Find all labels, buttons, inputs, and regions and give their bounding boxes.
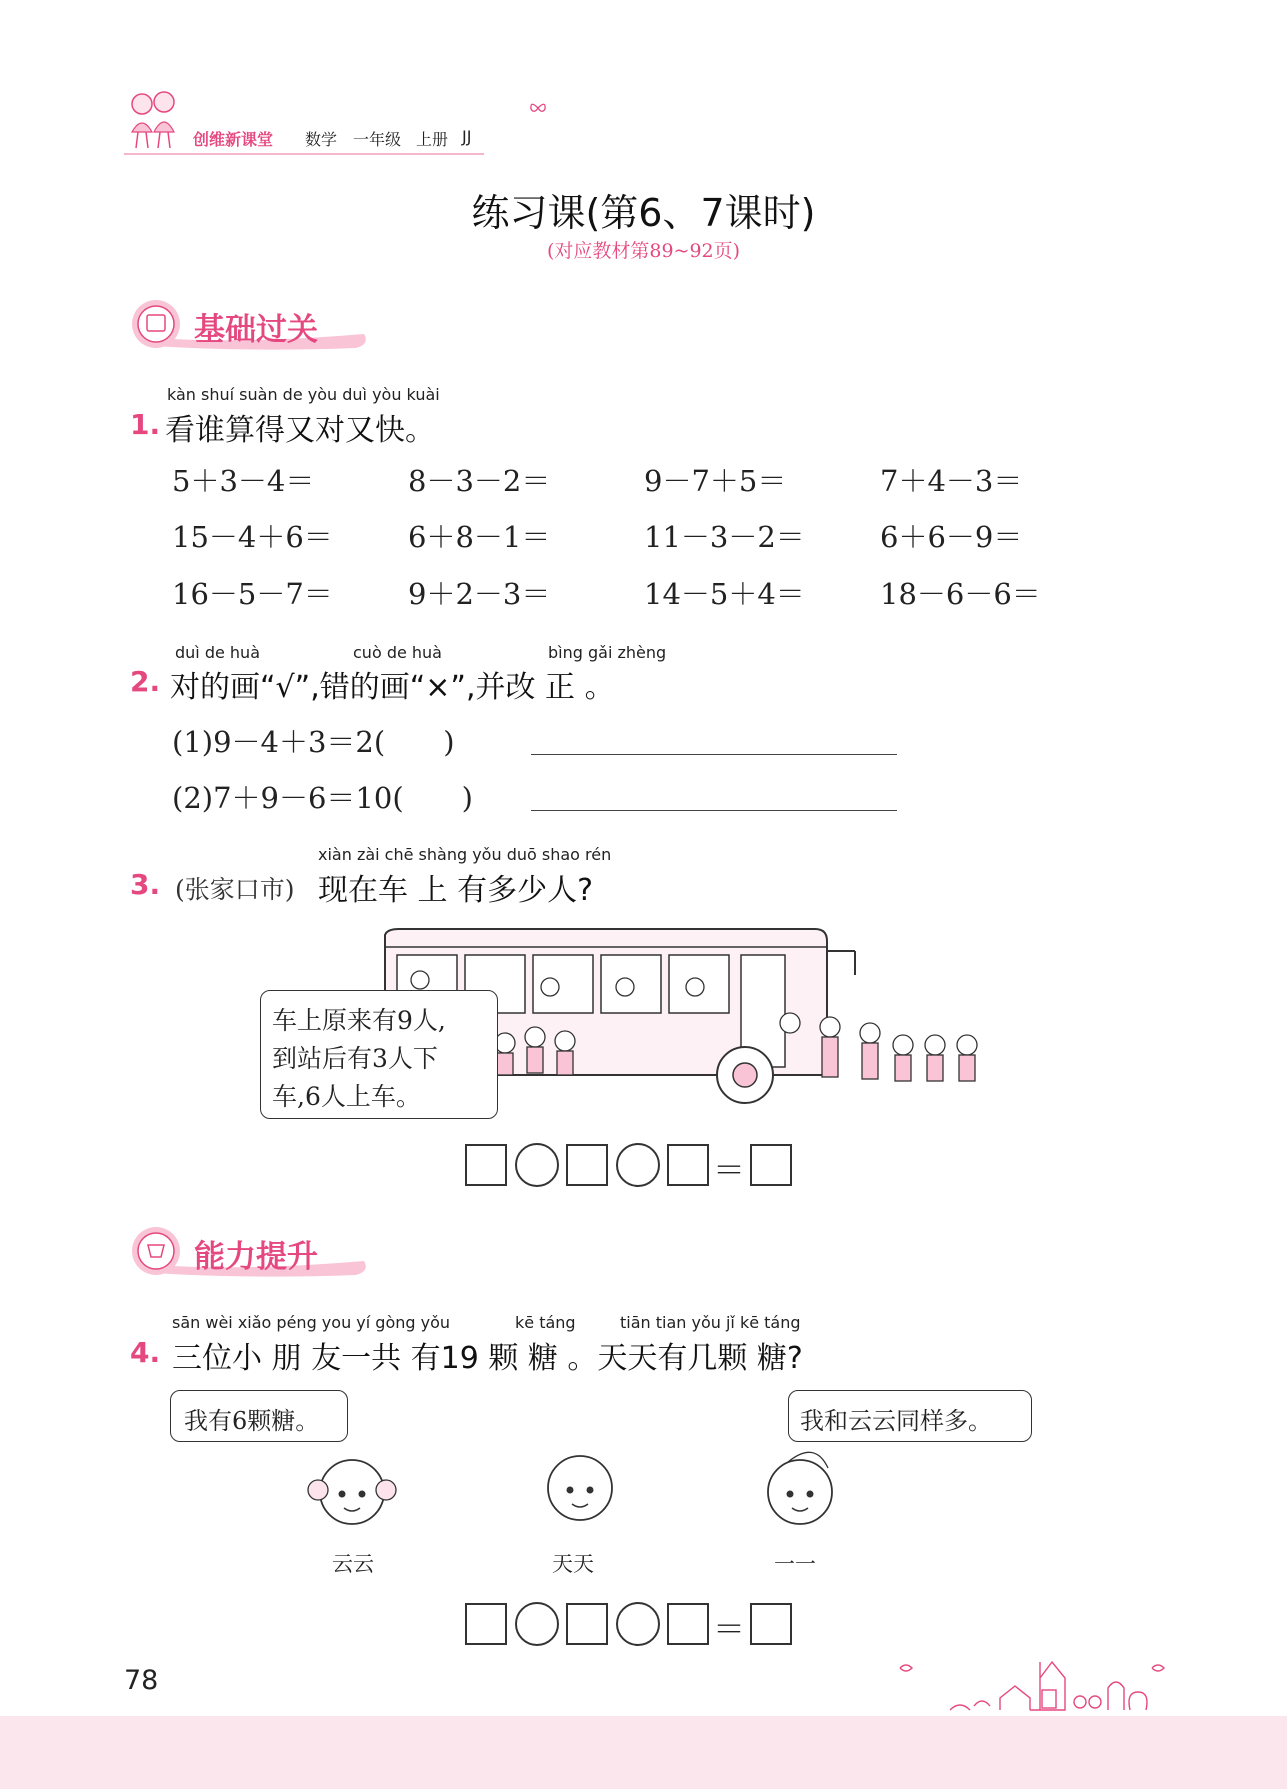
q1-number: 1. [130, 408, 161, 441]
q4-equals-sign: ＝ [713, 1610, 746, 1648]
q1-expression: 14－5＋4＝ [644, 577, 805, 611]
q1-expression: 15－4＋6＝ [172, 520, 333, 554]
q3-answer-box[interactable] [465, 1144, 507, 1186]
q3-operator-circle[interactable] [616, 1143, 660, 1187]
q1-expression: 18－6－6＝ [880, 577, 1041, 611]
page-number: 78 [124, 1665, 159, 1696]
q2-item-1: (1)9－4＋3＝2( ) [172, 725, 455, 759]
q1-expression: 5＋3－4＝ [172, 464, 315, 498]
q4-answer-box[interactable] [667, 1603, 709, 1645]
q2-question: 对的画“√”,错的画“×”,并改 正 。 [170, 670, 615, 705]
kid-name-yiyi: 一一 [774, 1552, 816, 1576]
q2-answer-line-2[interactable] [531, 810, 897, 811]
q1-expression: 8－3－2＝ [408, 464, 551, 498]
section-basic-title: 基础过关 [194, 312, 318, 348]
q1-expression: 6＋8－1＝ [408, 520, 551, 554]
q1-expression: 11－3－2＝ [644, 520, 805, 554]
q2-pinyin: cuò de huà [353, 643, 442, 662]
section-advanced-title: 能力提升 [194, 1239, 318, 1275]
q4-question: 三位小 朋 友一共 有19 颗 糖 。天天有几颗 糖? [172, 1341, 803, 1376]
q1-expression: 6＋6－9＝ [880, 520, 1023, 554]
q4-left-bubble-text: 我有6颗糖。 [184, 1407, 320, 1435]
header-subject: 数学 [305, 130, 338, 149]
header-book: 上册 [416, 130, 449, 149]
q4-operator-circle[interactable] [616, 1602, 660, 1646]
butterfly-icon [528, 100, 548, 120]
kids-illustration [300, 1440, 860, 1540]
q1-expression: 16－5－7＝ [172, 577, 333, 611]
q3-operator-circle[interactable] [515, 1143, 559, 1187]
header-grade: 一年级 [353, 130, 402, 149]
q4-pinyin: sān wèi xiǎo péng you yí gòng yǒu [172, 1313, 451, 1332]
q3-bubble-line-1: 车上原来有9人, [272, 1006, 446, 1035]
q3-answer-box[interactable] [566, 1144, 608, 1186]
q4-pinyin: tiān tian yǒu jǐ kē táng [620, 1313, 801, 1332]
castle-illustration [890, 1648, 1170, 1718]
q3-equals-sign: ＝ [713, 1151, 746, 1189]
q3-bubble-line-2: 到站后有3人下 [272, 1044, 438, 1073]
header-kids-illustration [124, 88, 184, 152]
kid-name-tiantian: 天天 [552, 1552, 594, 1576]
q4-right-bubble-text: 我和云云同样多。 [800, 1407, 992, 1435]
q2-pinyin: duì de huà [175, 643, 260, 662]
footer-band [0, 1716, 1287, 1789]
q1-expression: 9－7＋5＝ [644, 464, 787, 498]
q3-bubble-line-3: 车,6人上车。 [272, 1082, 421, 1111]
q1-pinyin: kàn shuí suàn de yòu duì yòu kuài [167, 385, 440, 404]
q4-result-box[interactable] [750, 1603, 792, 1645]
q4-operator-circle[interactable] [515, 1602, 559, 1646]
q3-number: 3. [130, 868, 161, 901]
q4-answer-box[interactable] [465, 1603, 507, 1645]
q3-pinyin: xiàn zài chē shàng yǒu duō shao rén [318, 845, 612, 864]
q3-question: 现在车 上 有多少人? [318, 873, 593, 908]
q4-pinyin: kē táng [515, 1313, 576, 1332]
q2-item-2: (2)7＋9－6＝10( ) [172, 781, 473, 815]
q4-answer-box[interactable] [566, 1603, 608, 1645]
q4-number: 4. [130, 1336, 161, 1369]
q3-result-box[interactable] [750, 1144, 792, 1186]
q3-answer-box[interactable] [667, 1144, 709, 1186]
header-bottom-rule [124, 153, 484, 155]
page-subtitle: (对应教材第89~92页) [546, 240, 741, 262]
q2-number: 2. [130, 665, 161, 698]
header-brand: 创维新课堂 [193, 130, 274, 149]
header-code: JJ [462, 127, 472, 146]
q3-source: (张家口市) [175, 875, 295, 904]
kid-name-yunyun: 云云 [332, 1552, 374, 1576]
page-title: 练习课(第6、7课时) [471, 191, 816, 235]
q1-expression: 7＋4－3＝ [880, 464, 1023, 498]
q1-expression: 9＋2－3＝ [408, 577, 551, 611]
q2-pinyin: bìng gǎi zhèng [548, 643, 667, 662]
q2-answer-line-1[interactable] [531, 754, 897, 755]
q1-question: 看谁算得又对又快。 [165, 413, 435, 448]
